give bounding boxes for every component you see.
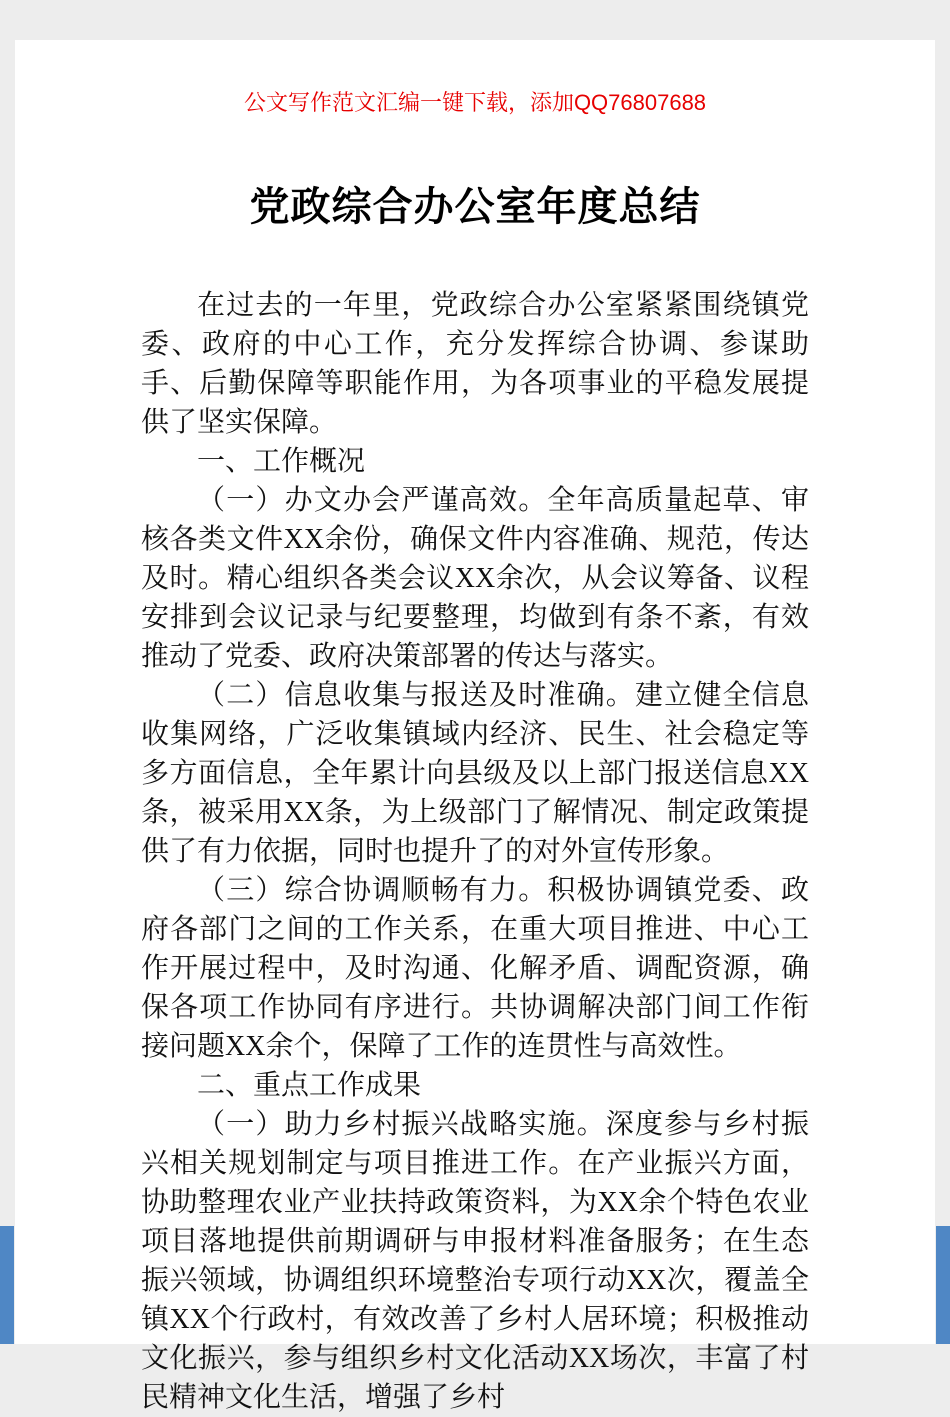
document-title: 党政综合办公室年度总结 <box>249 184 701 229</box>
body-paragraph: （一）办文办会严谨高效。全年高质量起草、审核各类文件XX余份，确保文件内容准确、规范，传达及时。精心组织各类会议XX余次，从会议筹备、议程安排到会议记录与纪要整理，均做到有条不紊，有效推动了党委、政府决策部署的传达与落实。 <box>141 485 809 672</box>
document-body <box>141 286 809 1417</box>
body-paragraph: 在过去的一年里，党政综合办公室紧紧围绕镇党委、政府的中心工作，充分发挥综合协调、参谋助手、后勤保障等职能作用，为各项事业的平稳发展提供了坚实保障。 <box>141 290 809 438</box>
document-page <box>15 40 935 1413</box>
promo-notice: 公文写作范文汇编一键下载，添加QQ76807688 <box>243 90 707 115</box>
body-paragraph: （三）综合协调顺畅有力。积极协调镇党委、政府各部门之间的工作关系，在重大项目推进、中心工作开展过程中，及时沟通、化解矛盾、调配资源，确保各项工作协同有序进行。共协调解决部门间工作衔接问题XX余个，保障了工作的连贯性与高效性。 <box>141 875 809 1062</box>
section-heading: 一、工作概况 <box>197 446 366 477</box>
page-edge-right-strip <box>936 1226 950 1344</box>
page-edge-left-strip <box>0 1226 14 1344</box>
body-paragraph: （二）信息收集与报送及时准确。建立健全信息收集网络，广泛收集镇域内经济、民生、社会稳定等多方面信息，全年累计向县级及以上部门报送信息XX条，被采用XX条，为上级部门了解情况、制定政策提供了有力依据，同时也提升了的对外宣传形象。 <box>141 680 809 867</box>
section-heading: 二、重点工作成果 <box>197 1070 422 1101</box>
body-paragraph: （一）助力乡村振兴战略实施。深度参与乡村振兴相关规划制定与项目推进工作。在产业振兴方面，协助整理农业产业扶持政策资料，为XX余个特色农业项目落地提供前期调研与申报材料准备服务；在生态振兴领域，协调组织环境整治专项行动XX次，覆盖全镇XX个行政村，有效改善了乡村人居环境；积极推动文化振兴，参与组织乡村文化活动XX场次，丰富了村民精神文化生活，增强了乡村 <box>141 1109 809 1413</box>
